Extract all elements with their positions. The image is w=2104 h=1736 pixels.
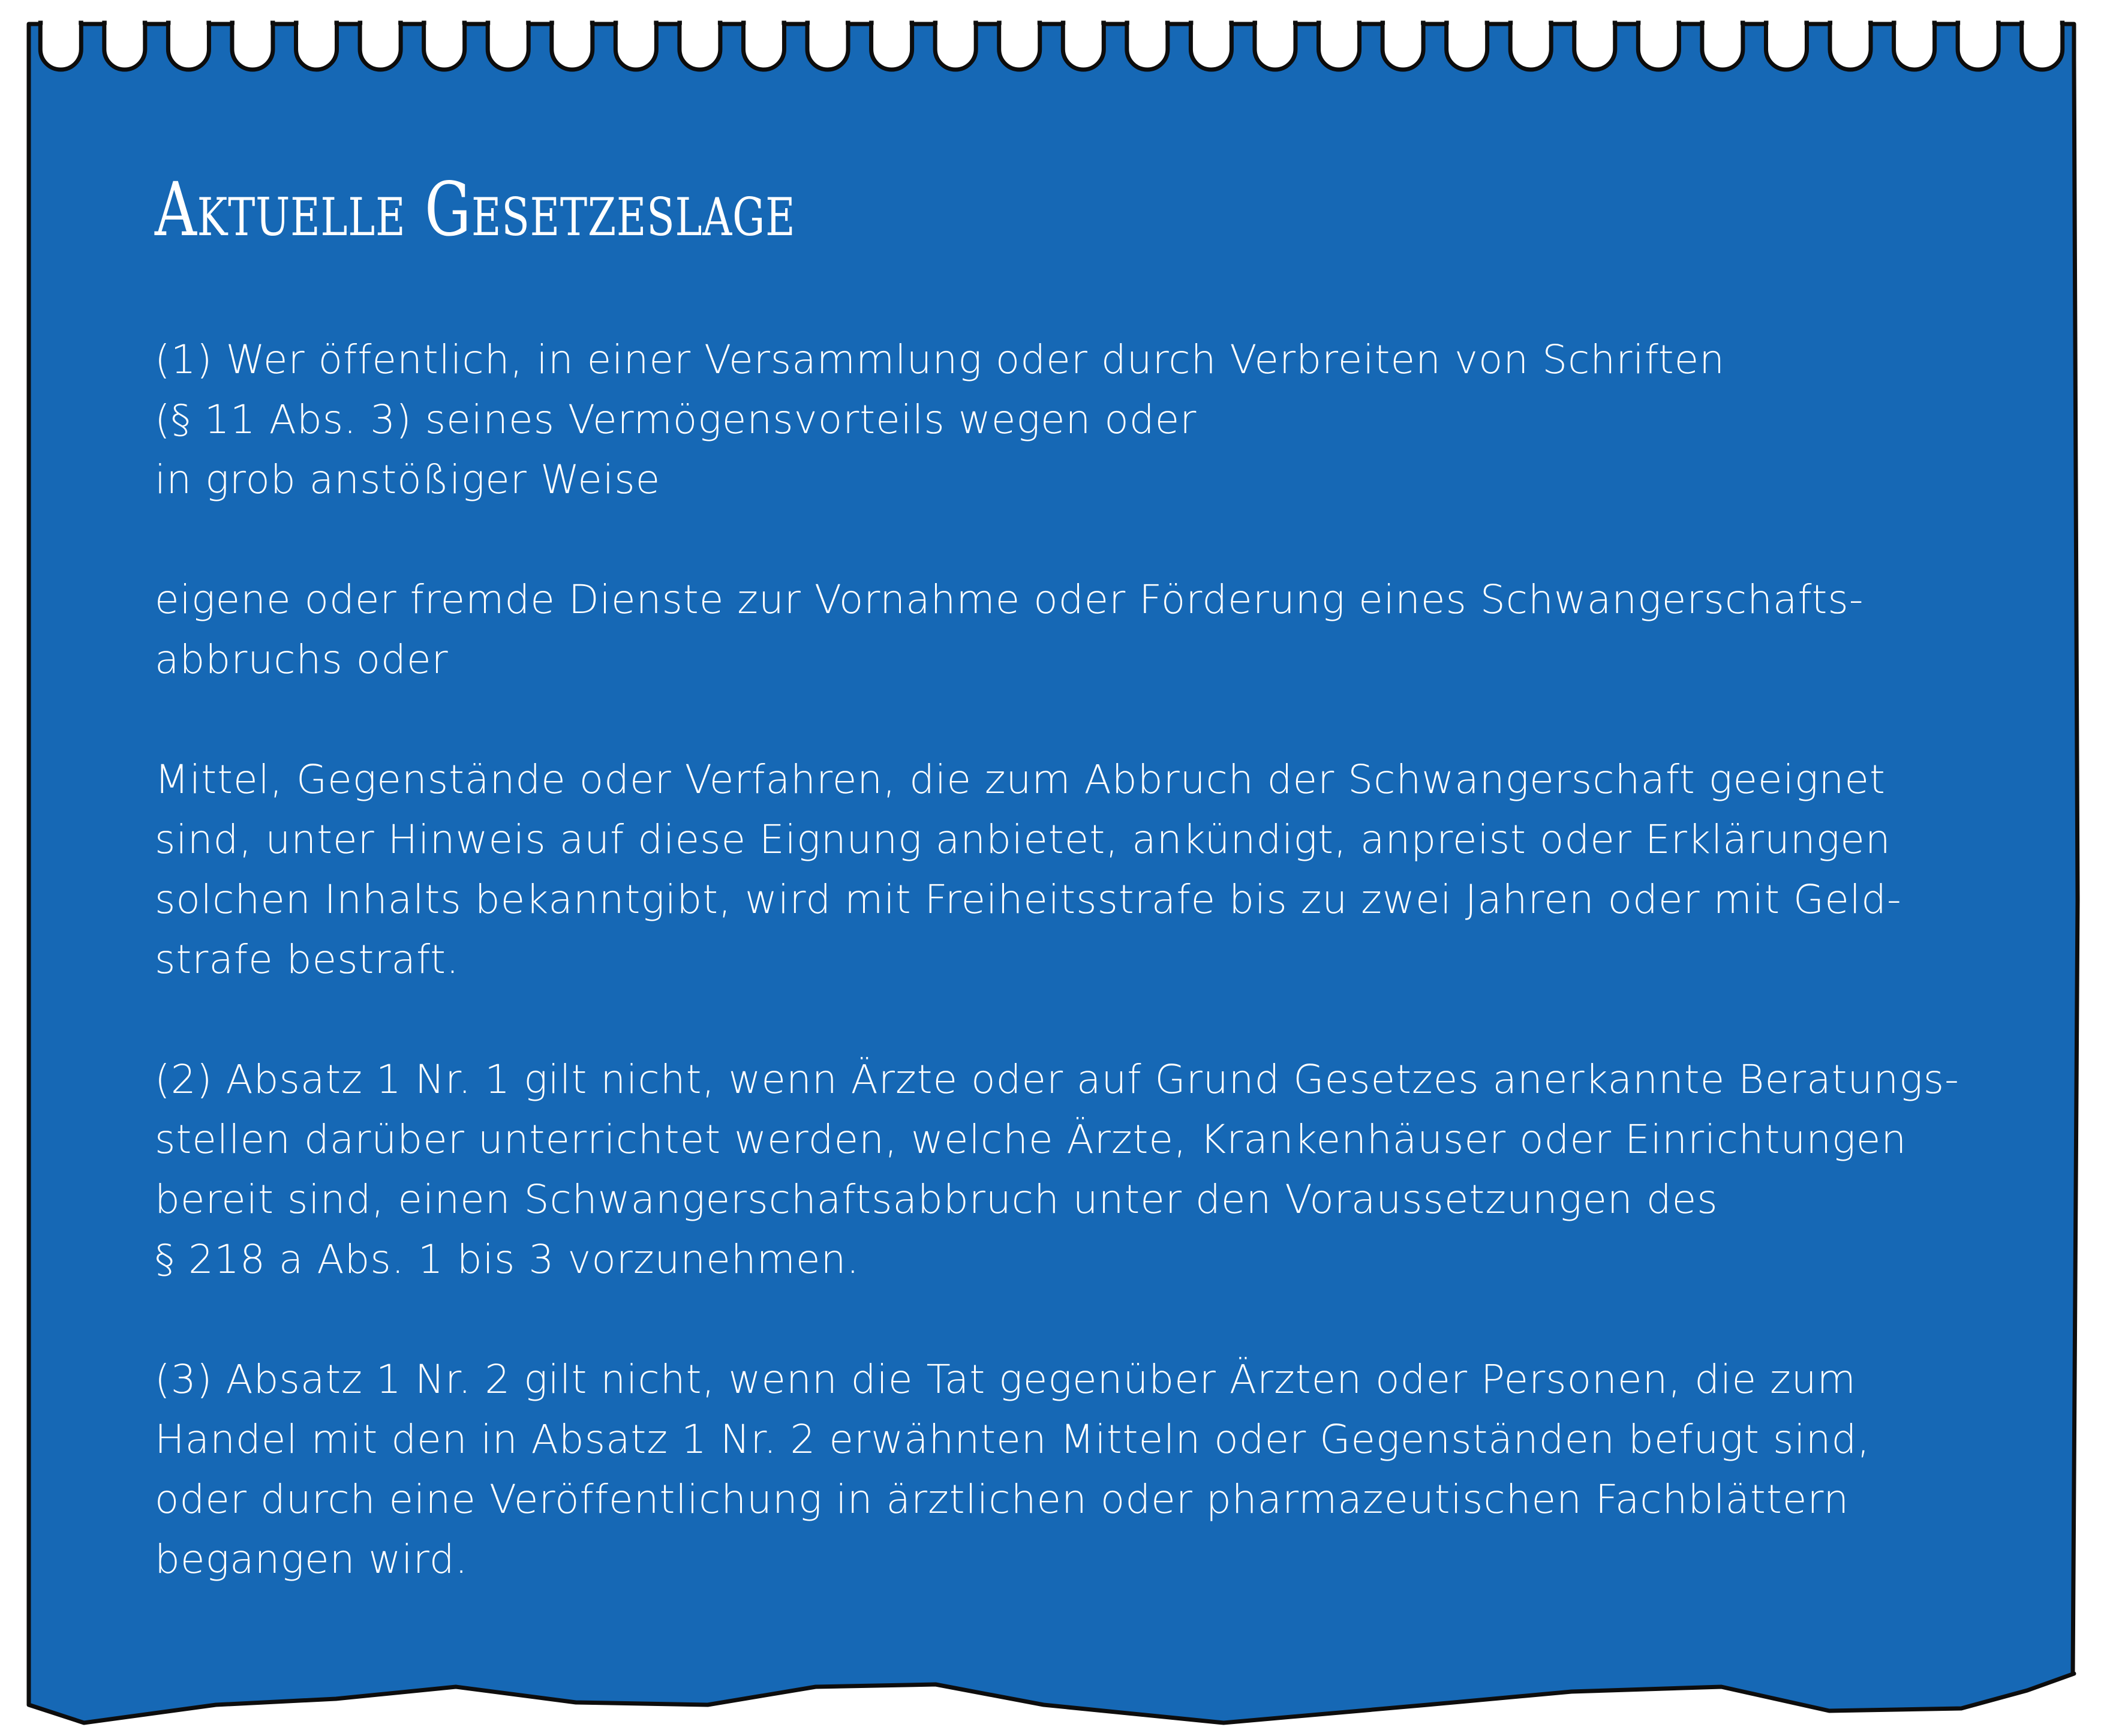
binding-hole-opening (1065, 17, 1101, 25)
binding-hole-opening (1321, 17, 1357, 25)
text-line: (3) Absatz 1 Nr. 2 gilt nicht, wenn die Tat gegenüber Ärzten oder Personen, die zum (155, 1356, 1856, 1402)
binding-hole (424, 23, 465, 70)
text-line: abbruchs oder (155, 636, 449, 683)
paragraph-nr2 (155, 750, 2014, 990)
paragraph-2 (155, 1050, 2014, 1290)
binding-hole-opening (1129, 17, 1165, 25)
binding-hole-opening (554, 17, 590, 25)
page-title: Aktuelle Gesetzeslage (155, 167, 796, 253)
binding-hole (104, 23, 145, 70)
binding-hole (871, 23, 912, 70)
text-line: § 218 a Abs. 1 bis 3 vorzunehmen. (155, 1236, 860, 1283)
binding-hole-opening (235, 17, 270, 25)
binding-hole-opening (1960, 17, 1996, 25)
binding-hole-opening (1257, 17, 1293, 25)
binding-hole-opening (2024, 17, 2060, 25)
binding-hole (1830, 23, 1871, 70)
binding-hole (1127, 23, 1168, 70)
paragraph-3 (155, 1350, 2014, 1590)
binding-hole (1894, 23, 1935, 70)
binding-hole (1574, 23, 1615, 70)
binding-hole-opening (1640, 17, 1676, 25)
binding-hole (743, 23, 784, 70)
binding-hole (1638, 23, 1679, 70)
text-line: stellen darüber unterrichtet werden, welche Ärzte, Krankenhäuser oder Einrichtungen (155, 1116, 1907, 1163)
binding-hole-opening (682, 17, 718, 25)
binding-hole-opening (490, 17, 526, 25)
binding-hole (40, 23, 81, 70)
binding-hole-opening (1705, 17, 1741, 25)
binding-hole-opening (1896, 17, 1932, 25)
text-line: sind, unter Hinweis auf diese Eignung anbietet, ankündigt, anpreist oder Erklärungen (155, 816, 1891, 863)
binding-hole (1191, 23, 1231, 70)
text-line: begangen wird. (155, 1536, 468, 1582)
binding-hole-opening (1832, 17, 1868, 25)
binding-hole-opening (1449, 17, 1485, 25)
binding-hole (232, 23, 273, 70)
text-line: solchen Inhalts bekanntgibt, wird mit Freiheitsstrafe bis zu zwei Jahren oder mit Geld- (155, 876, 1902, 923)
binding-hole-opening (874, 17, 910, 25)
binding-hole (1255, 23, 1296, 70)
binding-hole-opening (1385, 17, 1421, 25)
paragraph-nr1 (155, 570, 2014, 690)
binding-hole (1702, 23, 1743, 70)
binding-hole-opening (1577, 17, 1613, 25)
text-line: (2) Absatz 1 Nr. 1 gilt nicht, wenn Ärzte oder auf Grund Gesetzes anerkannte Beratungs- (155, 1056, 1959, 1103)
binding-hole (1447, 23, 1487, 70)
binding-hole (1063, 23, 1104, 70)
binding-hole (488, 23, 528, 70)
binding-hole-opening (170, 17, 206, 25)
paragraph-gap (155, 1290, 2014, 1350)
binding-hole-opening (107, 17, 143, 25)
binding-hole (935, 23, 976, 70)
binding-hole-opening (937, 17, 973, 25)
binding-hole-opening (810, 17, 846, 25)
text-line: (§ 11 Abs. 3) seines Vermögensvorteils wegen oder (155, 397, 1197, 443)
paragraph-1 (155, 330, 2014, 510)
binding-hole (360, 23, 401, 70)
text-content (155, 162, 2014, 1590)
binding-hole (807, 23, 848, 70)
binding-hole (1319, 23, 1360, 70)
binding-hole (999, 23, 1040, 70)
binding-hole-opening (1193, 17, 1229, 25)
binding-hole (552, 23, 593, 70)
binding-hole (615, 23, 656, 70)
binding-hole (1510, 23, 1551, 70)
binding-hole-opening (1768, 17, 1804, 25)
binding-hole (1958, 23, 1998, 70)
text-line: oder durch eine Veröffentlichung in ärztlichen oder pharmazeutischen Fachblättern (155, 1476, 1850, 1522)
binding-hole (2022, 23, 2063, 70)
text-line: strafe bestraft. (155, 936, 459, 983)
binding-hole-opening (1513, 17, 1549, 25)
paragraph-gap (155, 510, 2014, 570)
binding-hole-opening (746, 17, 782, 25)
paragraph-gap (155, 690, 2014, 750)
binding-hole-opening (299, 17, 335, 25)
text-line: eigene oder fremde Dienste zur Vornahme oder Förderung eines Schwangerschafts- (155, 576, 1864, 623)
law-text (155, 330, 2014, 1590)
binding-hole-opening (1002, 17, 1038, 25)
binding-hole (296, 23, 337, 70)
text-line: in grob anstößiger Weise (155, 456, 661, 503)
binding-hole-opening (426, 17, 462, 25)
binding-hole-opening (43, 17, 79, 25)
binding-hole (1766, 23, 1807, 70)
binding-hole (1382, 23, 1423, 70)
binding-hole-opening (362, 17, 398, 25)
text-line: Handel mit den in Absatz 1 Nr. 2 erwähnten Mitteln oder Gegenständen befugt sind, (155, 1416, 1871, 1462)
text-line: Mittel, Gegenstände oder Verfahren, die zum Abbruch der Schwangerschaft geeignet (155, 756, 1886, 803)
paragraph-gap (155, 990, 2014, 1050)
binding-hole-opening (618, 17, 654, 25)
binding-hole (168, 23, 209, 70)
text-line: bereit sind, einen Schwangerschaftsabbruch unter den Voraussetzungen des (155, 1176, 1718, 1223)
binding-hole (680, 23, 720, 70)
text-line: (1) Wer öffentlich, in einer Versammlung oder durch Verbreiten von Schriften (155, 337, 1726, 383)
